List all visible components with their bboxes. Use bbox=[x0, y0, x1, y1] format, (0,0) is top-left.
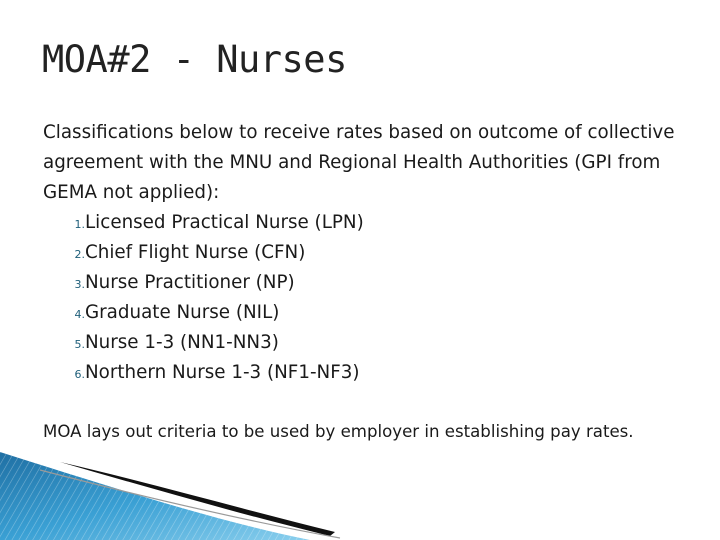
list-item-label: Nurse Practitioner (NP) bbox=[85, 272, 295, 293]
list-item bbox=[43, 238, 683, 268]
list-item bbox=[43, 328, 683, 358]
list-item-number: 1. bbox=[74, 218, 85, 231]
corner-decoration bbox=[0, 440, 720, 540]
list-item bbox=[43, 358, 683, 388]
list-item-label: Graduate Nurse (NIL) bbox=[85, 302, 280, 323]
list-item-number: 6. bbox=[74, 368, 85, 381]
note-paragraph: MOA lays out criteria to be used by employer in establishing pay rates. bbox=[43, 422, 634, 441]
list-item-label: Chief Flight Nurse (CFN) bbox=[85, 242, 306, 263]
intro-paragraph: Classifications below to receive rates based on outcome of collective agreement with the MNU and Regional Health Authorities (GPI from GEMA not applied): bbox=[43, 122, 675, 203]
slide-body bbox=[43, 118, 683, 388]
list-item-number: 2. bbox=[74, 248, 85, 261]
list-item-label: Licensed Practical Nurse (LPN) bbox=[85, 212, 364, 233]
slide-title: MOA#2 - Nurses bbox=[42, 38, 347, 81]
list-item-label: Nurse 1-3 (NN1-NN3) bbox=[85, 332, 279, 353]
list-item-label: Northern Nurse 1-3 (NF1-NF3) bbox=[85, 362, 360, 383]
list-item bbox=[43, 298, 683, 328]
list-item-number: 3. bbox=[74, 278, 85, 291]
blue-swoosh-texture bbox=[0, 452, 310, 540]
classification-list bbox=[43, 208, 683, 388]
list-item bbox=[43, 268, 683, 298]
list-item bbox=[43, 208, 683, 238]
list-item-number: 5. bbox=[74, 338, 85, 351]
list-item-number: 4. bbox=[74, 308, 85, 321]
